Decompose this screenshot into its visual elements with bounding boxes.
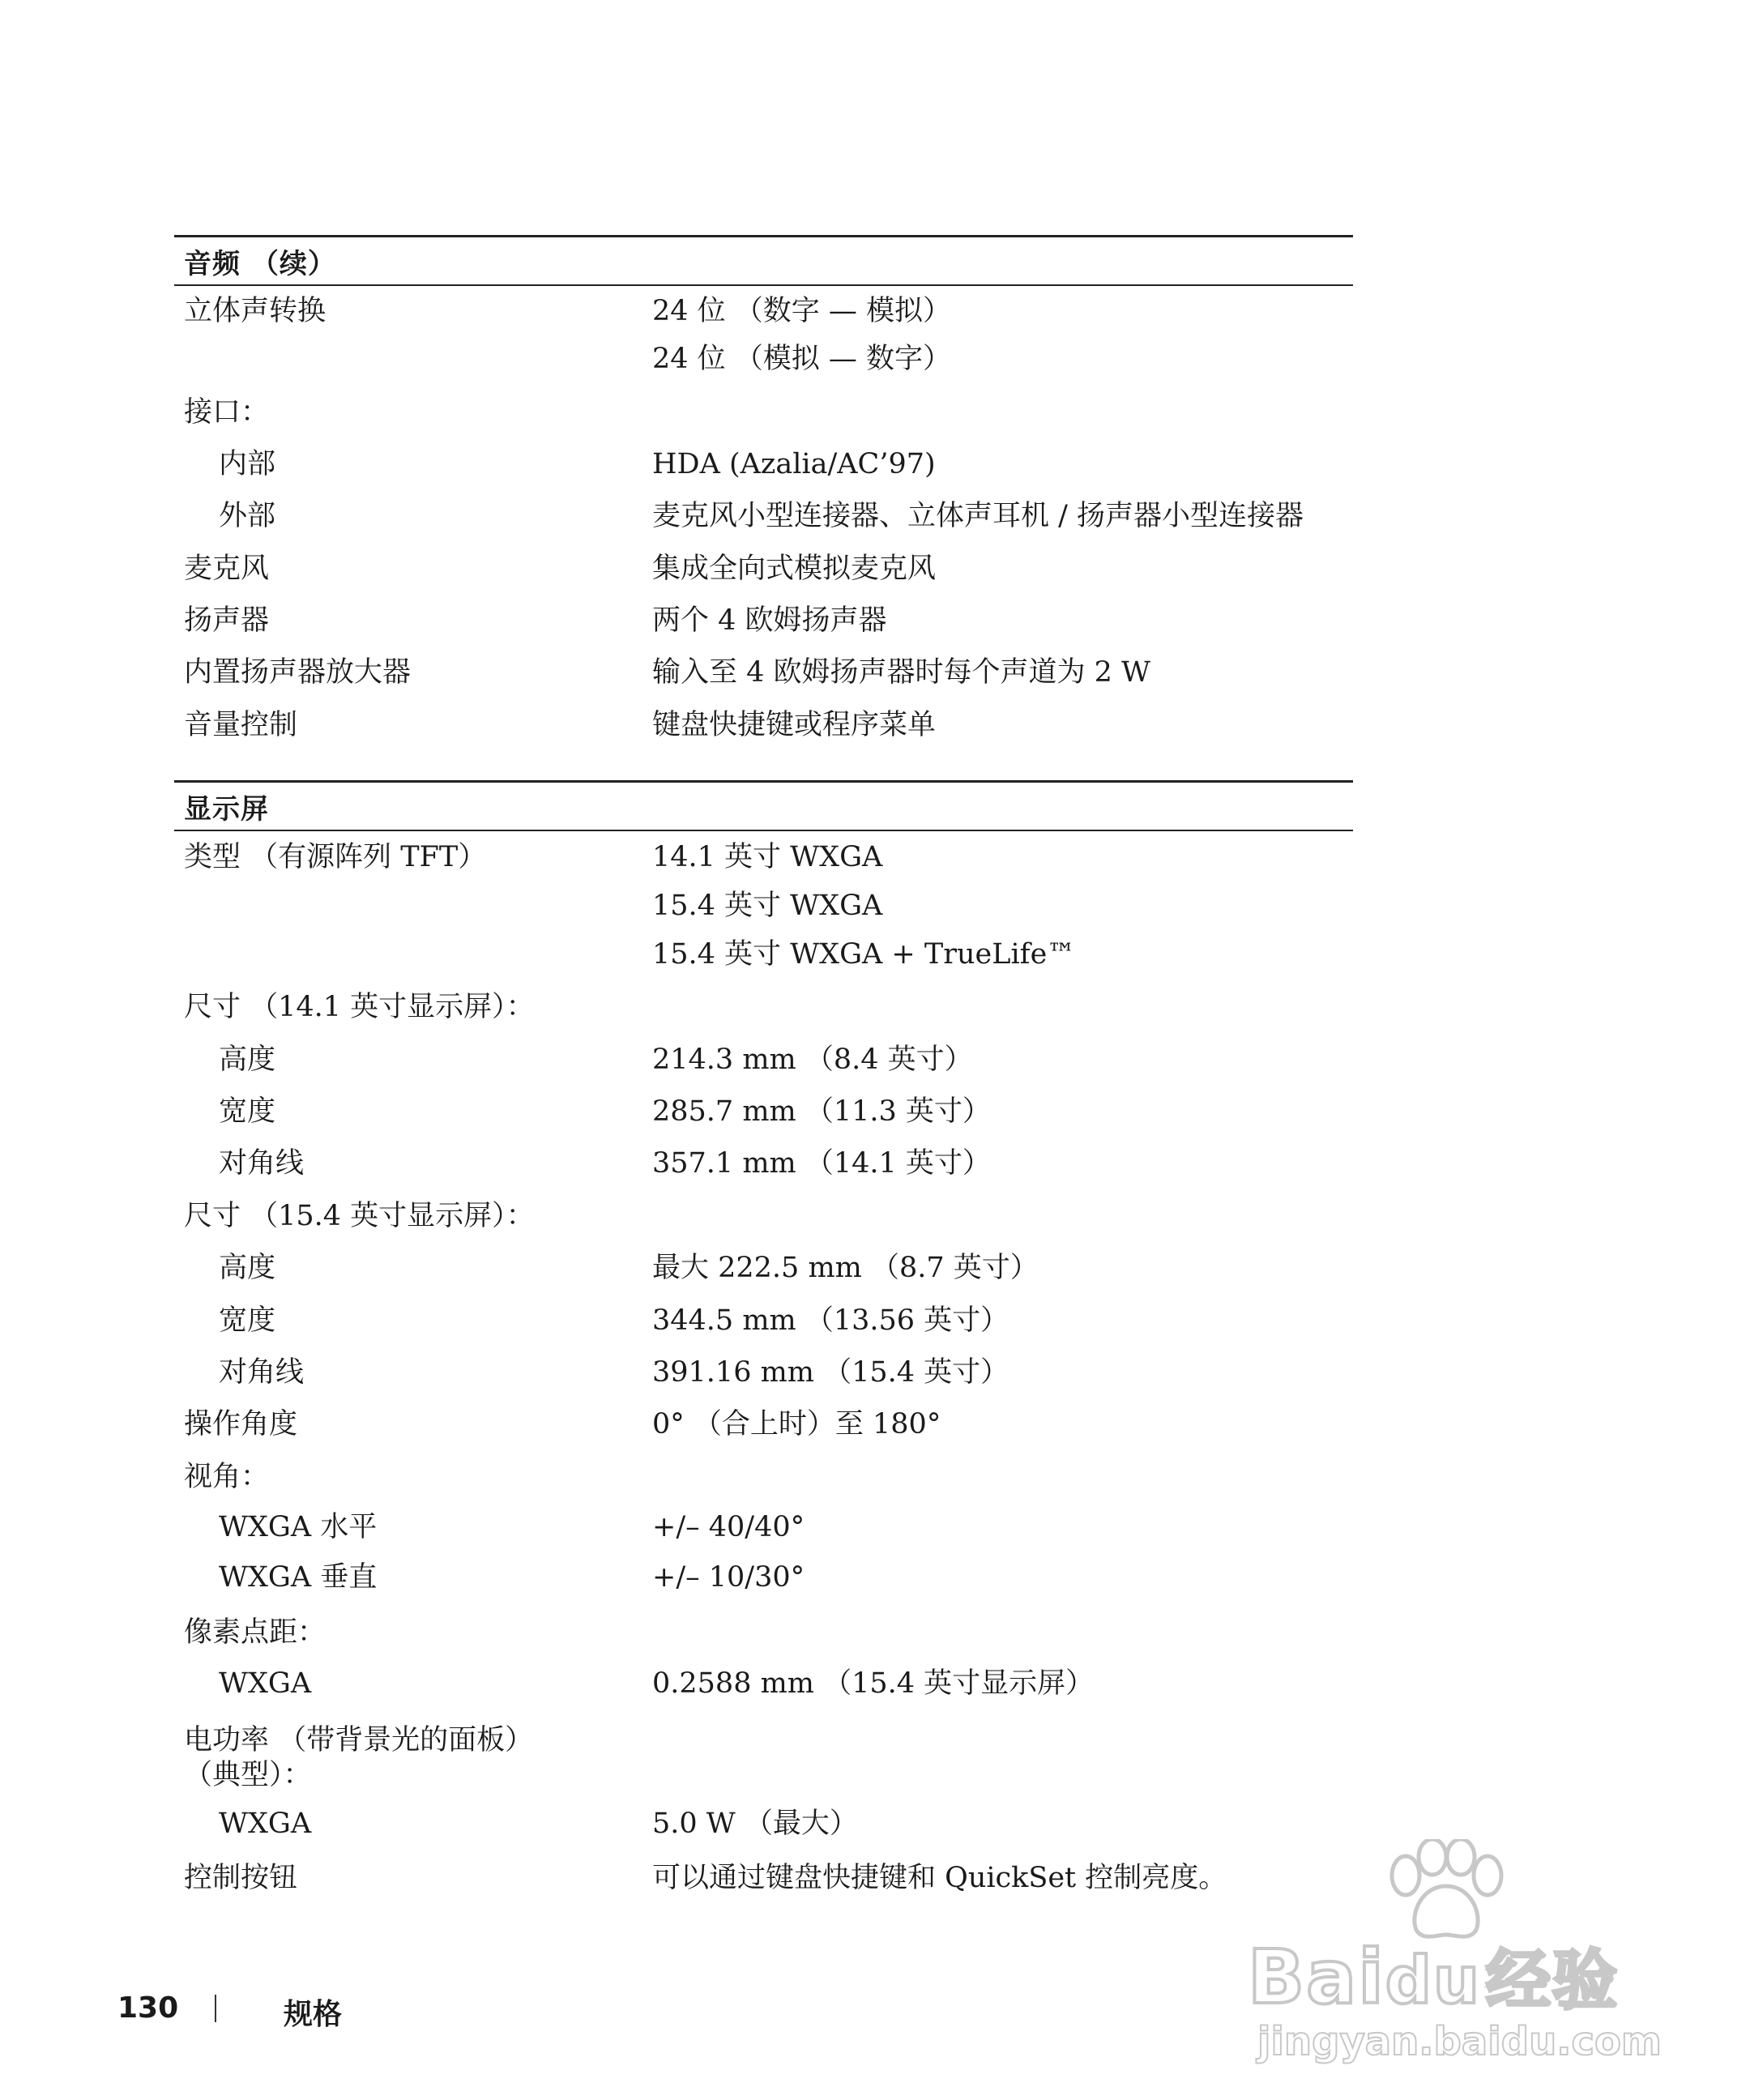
- watermark-brand-cn: 经验: [1485, 1943, 1619, 2018]
- watermark-brand-du: du: [1385, 1943, 1481, 2018]
- spec-label: 对角线: [219, 1147, 305, 1180]
- audio-section: [174, 235, 1353, 741]
- footer-title: 规格: [284, 1998, 343, 2031]
- spec-label: 像素点距：: [184, 1616, 327, 1649]
- audio-section-title: 音频 （续）: [174, 235, 1353, 286]
- spec-label: 接口：: [184, 396, 270, 429]
- spec-label: 内置扬声器放大器: [184, 656, 412, 689]
- spec-value: +/– 10/30°: [652, 1561, 805, 1594]
- spec-value: 0° （合上时）至 180°: [652, 1408, 941, 1441]
- spec-label: 视角：: [184, 1461, 270, 1493]
- spec-label: 高度: [219, 1044, 276, 1076]
- spec-value: 15.4 英寸 WXGA + TrueLife™: [652, 938, 1076, 971]
- spec-value: 391.16 mm （15.4 英寸）: [652, 1356, 1009, 1389]
- page-number: 130: [117, 1991, 179, 2025]
- footer-divider: [215, 1995, 216, 2022]
- spec-value: 最大 222.5 mm （8.7 英寸）: [652, 1252, 1039, 1284]
- spec-label: 高度: [219, 1252, 276, 1284]
- watermark-brand: [1248, 1928, 1619, 2021]
- spec-value: 键盘快捷键或程序菜单: [652, 709, 937, 741]
- spec-value: 麦克风小型连接器、立体声耳机 / 扬声器小型连接器: [652, 500, 1304, 532]
- spec-value: 357.1 mm （14.1 英寸）: [652, 1147, 991, 1180]
- spec-label: 立体声转换: [184, 295, 327, 327]
- watermark-brand-bai: Bai: [1248, 1934, 1385, 2021]
- spec-value: 输入至 4 欧姆扬声器时每个声道为 2 W: [652, 656, 1151, 689]
- spec-label: 尺寸 （14.1 英寸显示屏）：: [184, 991, 535, 1023]
- display-section: [174, 780, 1353, 1894]
- spec-label: （典型）：: [184, 1759, 312, 1791]
- spec-label: 操作角度: [184, 1408, 298, 1441]
- spec-value: 两个 4 欧姆扬声器: [652, 604, 887, 637]
- spec-label: 对角线: [219, 1356, 305, 1389]
- spec-value: 344.5 mm （13.56 英寸）: [652, 1304, 1009, 1337]
- spec-value: 24 位 （数字 — 模拟）: [652, 295, 952, 327]
- spec-label: 扬声器: [184, 604, 270, 637]
- spec-value: 集成全向式模拟麦克风: [652, 553, 937, 585]
- spec-label: 控制按钮: [184, 1862, 298, 1894]
- spec-label: 宽度: [219, 1304, 276, 1337]
- spec-label: WXGA: [219, 1808, 312, 1840]
- spec-label: 内部: [219, 448, 276, 480]
- spec-label: 类型 （有源阵列 TFT）: [184, 841, 487, 873]
- spec-label: 音量控制: [184, 709, 298, 741]
- spec-label: 麦克风: [184, 553, 270, 585]
- spec-label: 外部: [219, 500, 276, 532]
- spec-label: 尺寸 （15.4 英寸显示屏）：: [184, 1200, 535, 1232]
- spec-value: 5.0 W （最大）: [652, 1808, 858, 1840]
- spec-label: WXGA: [219, 1667, 312, 1700]
- spec-value: HDA (Azalia/AC’97): [652, 448, 936, 480]
- watermark-url: jingyan.baidu.com: [1257, 2019, 1662, 2064]
- spec-label: 电功率 （带背景光的面板）: [184, 1724, 534, 1756]
- spec-value: 214.3 mm （8.4 英寸）: [652, 1044, 973, 1076]
- baidu-watermark: [1248, 1839, 1677, 2066]
- spec-label: 宽度: [219, 1095, 276, 1128]
- spec-value: 24 位 （模拟 — 数字）: [652, 343, 952, 375]
- spec-value: 0.2588 mm （15.4 英寸显示屏）: [652, 1667, 1095, 1700]
- spec-value: +/– 40/40°: [652, 1511, 805, 1543]
- spec-label: WXGA 垂直: [219, 1561, 378, 1594]
- spec-value: 15.4 英寸 WXGA: [652, 890, 883, 922]
- spec-value: 285.7 mm （11.3 英寸）: [652, 1095, 991, 1128]
- spec-label: WXGA 水平: [219, 1511, 378, 1543]
- spec-value: 可以通过键盘快捷键和 QuickSet 控制亮度。: [652, 1862, 1227, 1894]
- spec-value: 14.1 英寸 WXGA: [652, 841, 883, 873]
- display-section-title: 显示屏: [174, 780, 1353, 831]
